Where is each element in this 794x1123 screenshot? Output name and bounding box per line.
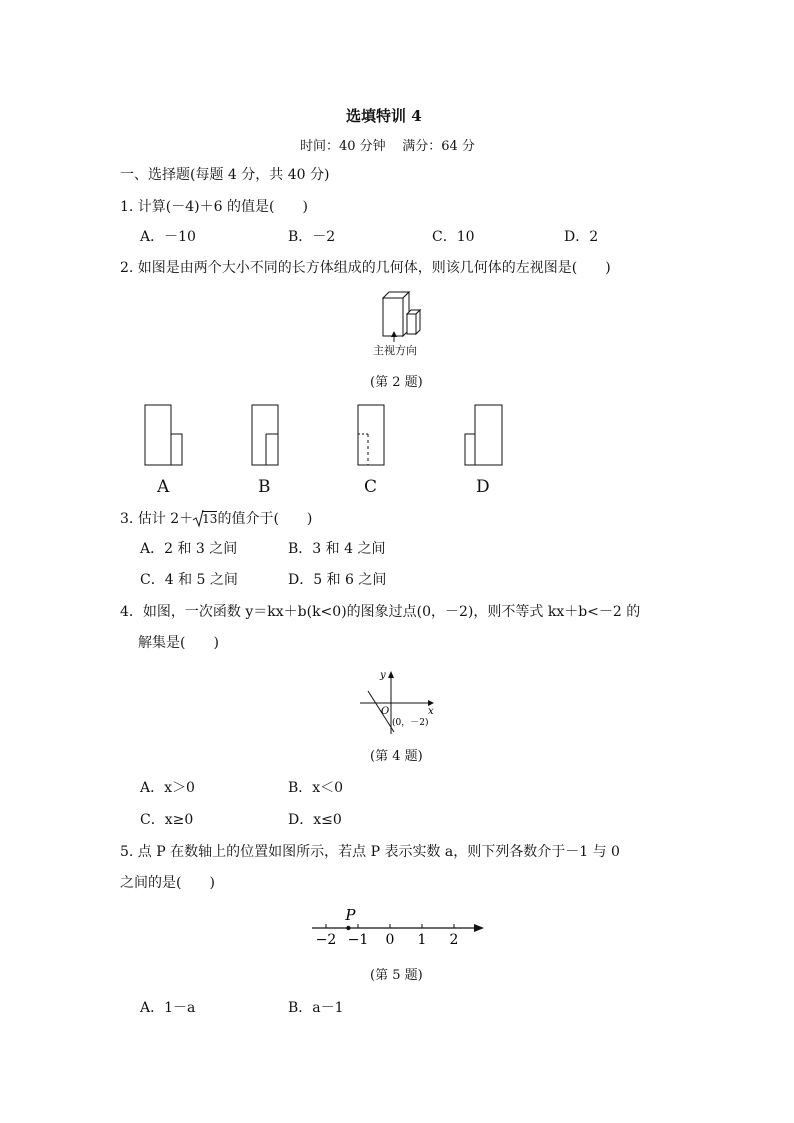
q4-option-a: A．x＞0 bbox=[140, 780, 195, 796]
q5-option-b: B．a－1 bbox=[288, 1000, 344, 1016]
numberline-point-label: P bbox=[345, 906, 356, 924]
question-5-stem-line1: 5. 点 P 在数轴上的位置如图所示，若点 P 表示实数 a，则下列各数介于－1 与 0 bbox=[120, 844, 620, 860]
numberline-tick-label: 1 bbox=[417, 932, 427, 948]
page-title: 选填特训 4 bbox=[346, 107, 422, 125]
question-4-stem-line1: 4．如图，一次函数 y＝kx＋b(k<0)的图象过点(0，－2)，则不等式 kx＋b<－2 的 bbox=[120, 604, 641, 620]
q2-choice-d-label: D bbox=[476, 477, 490, 497]
numberline-tick-label: −2 bbox=[315, 932, 337, 948]
q2-choice-b-figure bbox=[251, 404, 281, 466]
q4-y-label: y bbox=[380, 670, 386, 681]
q1-option-a: A．－10 bbox=[140, 229, 196, 245]
q2-choice-c-label: C bbox=[364, 477, 378, 497]
q4-option-b: B．x＜0 bbox=[288, 780, 344, 796]
q1-option-d: D．2 bbox=[564, 229, 599, 245]
q3-option-d: D．5 和 6 之间 bbox=[288, 572, 387, 588]
q2-choice-d-figure bbox=[464, 404, 506, 466]
q4-function-graph bbox=[358, 666, 438, 736]
question-1-stem: 1. 计算(－4)＋6 的值是( ) bbox=[120, 199, 308, 215]
q4-x-label: x bbox=[428, 706, 434, 717]
q3-option-c: C．4 和 5 之间 bbox=[140, 572, 238, 588]
numberline-point-p bbox=[346, 926, 350, 930]
time-info: 时间：40 分钟 满分：64 分 bbox=[300, 139, 475, 154]
q5-number-line bbox=[308, 906, 488, 948]
q2-choice-a-label: A bbox=[157, 477, 170, 497]
q2-choice-a-figure bbox=[144, 404, 184, 466]
numberline-tick-label: 0 bbox=[385, 932, 395, 948]
section-heading: 一、选择题(每题 4 分，共 40 分) bbox=[120, 167, 330, 183]
question-5-stem-line2: 之间的是( ) bbox=[120, 875, 215, 891]
q1-option-b: B．－2 bbox=[288, 229, 336, 245]
q2-view-direction-label: 主视方向 bbox=[373, 344, 417, 357]
q5-caption: (第 5 题) bbox=[370, 968, 423, 983]
q4-option-c: C．x≥0 bbox=[140, 812, 194, 828]
q5-option-a: A．1－a bbox=[140, 1000, 196, 1016]
q4-caption: (第 4 题) bbox=[370, 749, 423, 764]
q3-option-a: A．2 和 3 之间 bbox=[140, 541, 238, 557]
numberline-tick-label: 2 bbox=[449, 932, 459, 948]
q3-radicand: 13 bbox=[202, 512, 218, 526]
q2-solid-figure bbox=[378, 290, 428, 345]
q3-stem-prefix: 3. 估计 2＋ bbox=[120, 511, 194, 527]
sqrt-sign bbox=[193, 510, 217, 528]
question-4-stem-line2: 解集是( ) bbox=[138, 635, 219, 651]
numberline-tick-label: −1 bbox=[347, 932, 369, 948]
q4-point-label: (0，－2) bbox=[392, 718, 429, 728]
q1-option-c: C．10 bbox=[432, 229, 475, 245]
q4-origin-label: O bbox=[381, 706, 390, 717]
question-3-stem bbox=[120, 510, 312, 528]
question-2-stem: 2. 如图是由两个大小不同的长方体组成的几何体，则该几何体的左视图是( ) bbox=[120, 260, 611, 276]
q2-caption: (第 2 题) bbox=[370, 375, 423, 390]
q4-option-d: D．x≤0 bbox=[288, 812, 342, 828]
q3-stem-suffix: 的值介于( ) bbox=[217, 511, 313, 527]
q2-choice-b-label: B bbox=[258, 477, 271, 497]
q2-choice-c-figure bbox=[357, 404, 387, 466]
q3-option-b: B．3 和 4 之间 bbox=[288, 541, 386, 557]
